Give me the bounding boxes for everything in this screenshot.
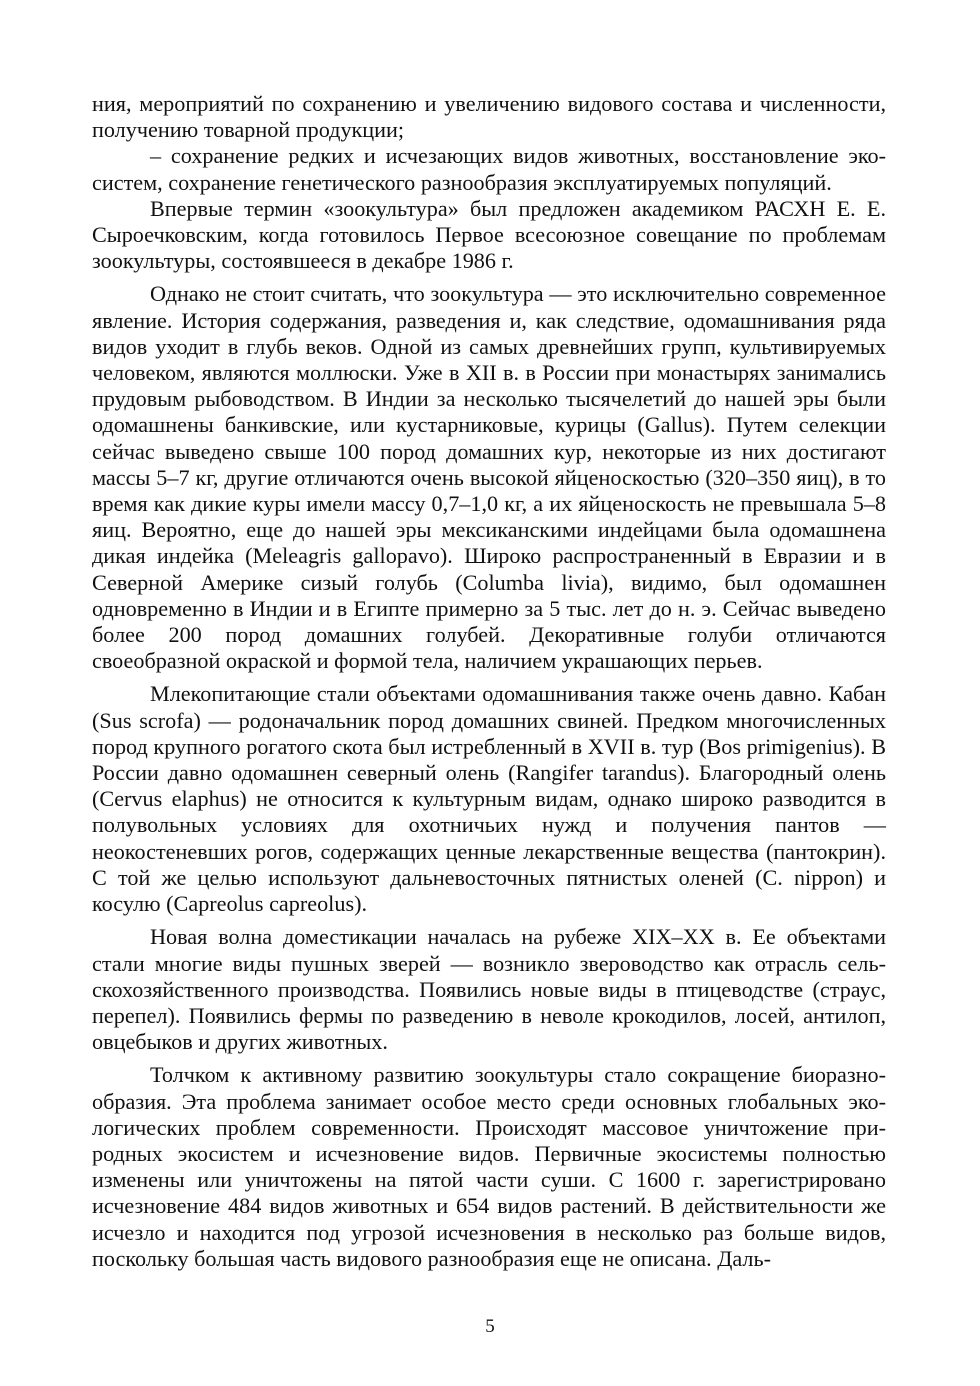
paragraph-5: Млекопитающие стали объектами одомашнивания также очень давно. Кабан (Sus scrofa) — родоначальник пород домашних свиней. Предком многочисленных пород крупного рогатого скота был истребленный в XVII в. тур (Bos primigenius). В России давно одомашнен северный олень (Rangifer tarandus). Благородный олень (Cervus elaphus) не относится к культурным видам, однако широко разводится в полувольных условиях для охотничьих нужд и получения пантов — неокостеневших рогов, содержащих ценные лекарственные вещества (пантокрин). С той же целью используют дальневосточных пятнистых оленей (C. nippon) и косулю (Capreolus capreolus). bbox=[92, 681, 886, 917]
body-text bbox=[92, 91, 886, 1272]
page-number: 5 bbox=[485, 1316, 495, 1337]
paragraph-6: Новая волна доместикации началась на рубеже XIX–XX в. Ее объектами стали многие виды пушных зверей — возникло звероводство как отрасль сельскохозяйственного производства. Появились новые виды в птицеводстве (страус, перепел). Появились фермы по разведению в неволе крокодилов, лосей, антилоп, овцебыков и других животных. bbox=[92, 924, 886, 1055]
paragraph-7: Толчком к активному развитию зоокультуры стало сокращение биоразнообразия. Эта проблема занимает особое место среди основных глобальных экологических проблем современности. Происходят массовое уничтожение природных экосистем и исчезновение видов. Первичные экосистемы полностью изменены или уничтожены на пятой части суши. С 1600 г. зарегистрировано исчезновение 484 видов животных и 654 видов растений. В действительности же исчезло и находится под угрозой исчезновения в несколько раз больше видов, поскольку большая часть видового разнообразия еще не описана. Даль- bbox=[92, 1062, 886, 1271]
paragraph-4: Однако не стоит считать, что зоокультура — это исключительно современное явление. История содержания, разведения и, как следствие, одомашнивания ряда видов уходит в глубь веков. Одной из самых древнейших групп, культивируемых человеком, являются моллюски. Уже в XII в. в России при монастырях занимались прудовым рыбоводством. В Индии за несколько тысячелетий до нашей эры были одомашнены банкивские, или кустарниковые, курицы (Gallus). Путем селекции сейчас выведено свыше 100 пород домашних кур, некоторые из них достигают массы 5–7 кг, другие отличаются очень высокой яйценоскостью (320–350 яиц), в то время как дикие куры имели массу 0,7–1,0 кг, а их яйценоскость не превышала 5–8 яиц. Вероятно, еще до нашей эры мексиканскими индейцами была одомашнена дикая индейка (Meleagris gallopavo). Широко распространенный в Евразии и в Северной Америке сизый голубь (Columba livia), видимо, был одомашнен одновременно в Индии и в Египте примерно за 5 тыс. лет до н. э. Сейчас выведено более 200 пород домашних голубей. Декоративные голуби отличаются своеобразной окраской и формой тела, наличием украшающих перьев. bbox=[92, 281, 886, 674]
paragraph-3: Впервые термин «зоокультура» был предложен академиком РАСХН Е. Е. Сыроечковским, когда готовилось Первое всесоюзное совещание по проблемам зоокультуры, состоявшееся в декабре 1986 г. bbox=[92, 195, 886, 274]
paragraph-2: – сохранение редких и исчезающих видов животных, восстановление экосистем, сохранение генетического разнообразия эксплуатируемых популяций. bbox=[92, 143, 886, 195]
paragraph-1: ния, мероприятий по сохранению и увеличению видового состава и численности, получению товарной продукции; bbox=[92, 91, 886, 143]
